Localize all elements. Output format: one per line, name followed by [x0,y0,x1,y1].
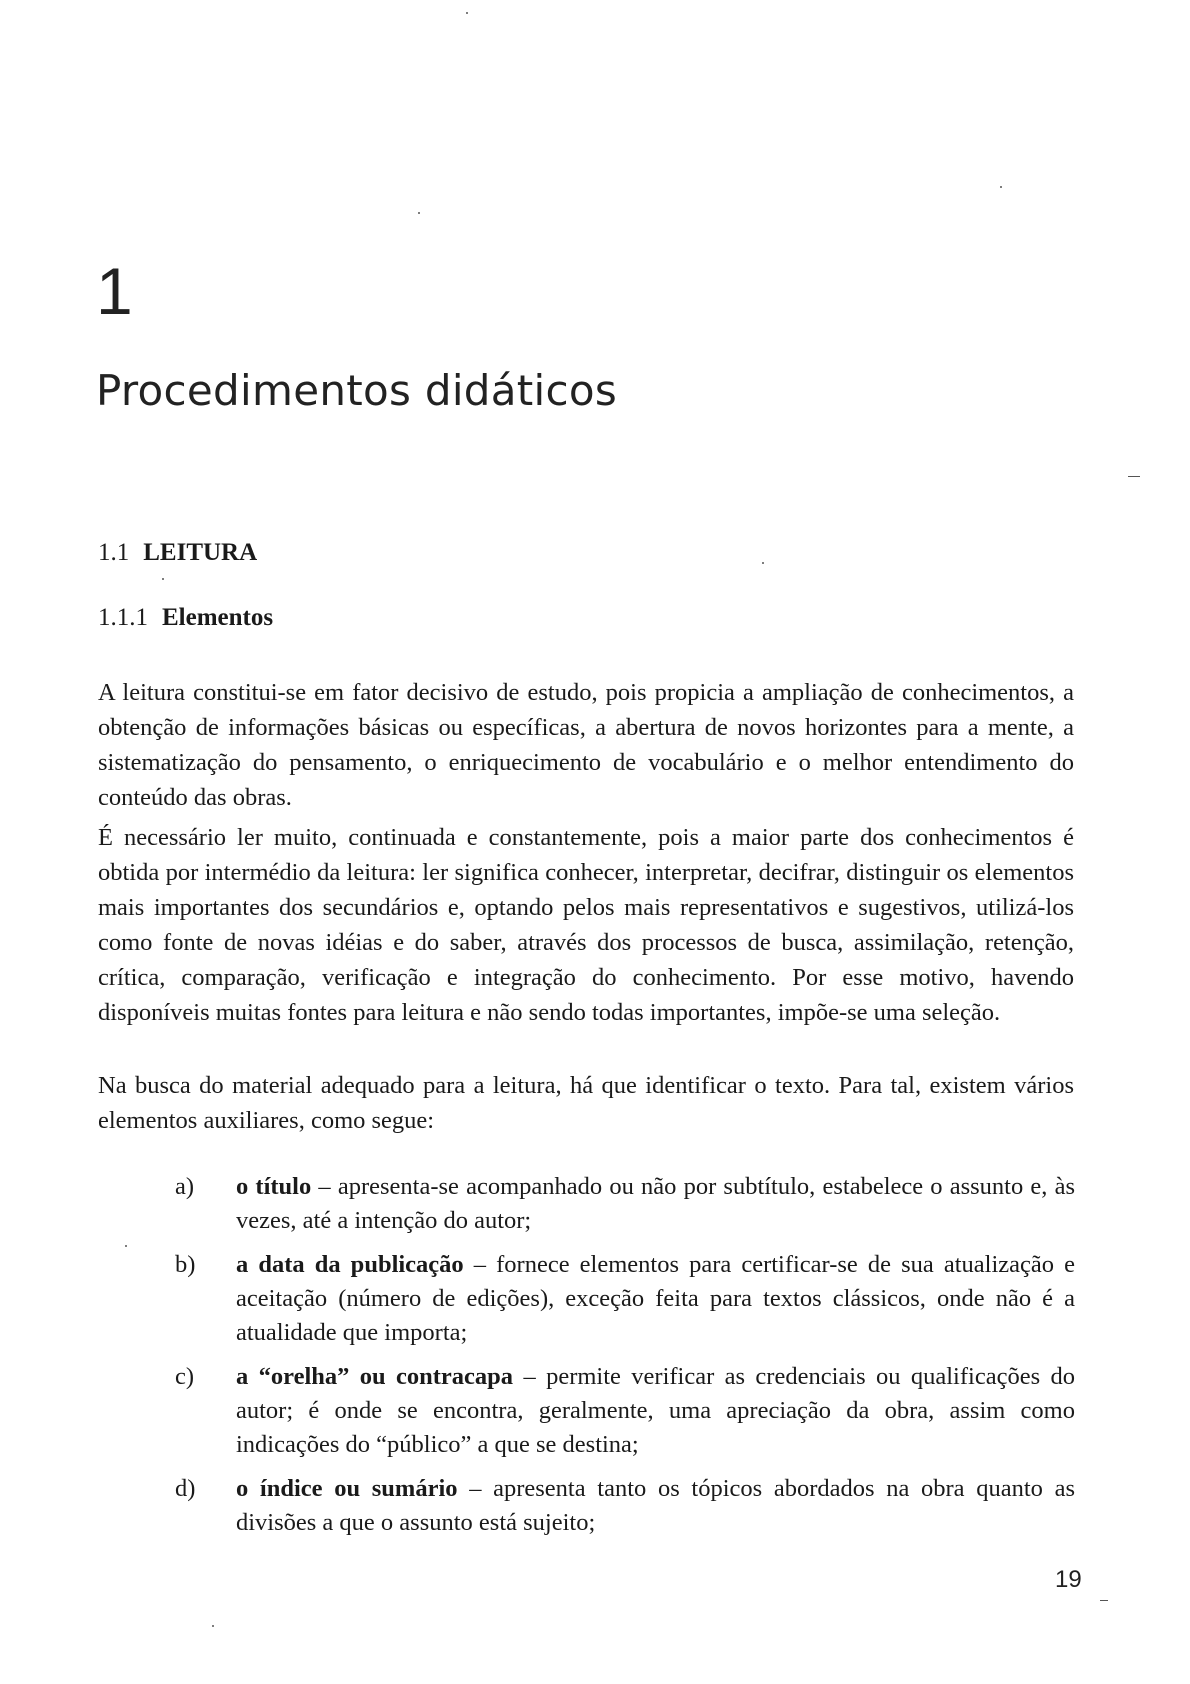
list-item [175,1248,1075,1350]
elements-list [175,1170,1075,1550]
paragraph-3: Na busca do material adequado para a leitura, há que identificar o texto. Para tal, existem vários elementos auxiliares, como segue: [98,1072,1074,1134]
list-item [175,1472,1075,1540]
list-text: – apresenta tanto os tópicos abordados na obra quanto as divisões a que o assunto está sujeito; [236,1475,1075,1536]
list-item [175,1170,1075,1238]
subsection-title: Elementos [162,604,274,631]
list-marker: a) [175,1173,195,1200]
list-term: a “orelha” ou contracapa [236,1363,514,1390]
section-heading [98,538,257,568]
list-term: o índice ou sumário [236,1475,458,1502]
page-number: 19 [1055,1566,1082,1593]
subsection-heading [98,603,273,633]
paragraph-1: A leitura constitui-se em fator decisivo de estudo, pois propicia a ampliação de conhecimentos, a obtenção de informações básicas ou específicas, a abertura de novos horizontes para a mente, a sistematização do pensamento, o enriquecimento de vocabulário e o melhor entendimento do conteúdo das obras. [98,679,1074,811]
paragraph-2: É necessário ler muito, continuada e constantemente, pois a maior parte dos conhecimentos é obtida por intermédio da leitura: ler significa conhecer, interpretar, decifrar, distinguir os elementos mais importantes dos secundários e, optando pelos mais representativos e sugestivos, utilizá-los como fonte de novas idéias e do saber, através dos processos de busca, assimilação, retenção, crítica, comparação, verificação e integração do conhecimento. Por esse motivo, havendo disponíveis muitas fontes para leitura e não sendo todas importantes, impõe-se uma seleção. [98,824,1074,1026]
list-marker: c) [175,1363,195,1390]
scan-speck [762,562,764,564]
chapter-title: Procedimentos didáticos [96,366,618,415]
section-title: LEITURA [143,539,258,566]
list-marker: d) [175,1475,196,1502]
scan-speck [1100,1600,1108,1601]
scan-speck [1000,186,1002,188]
list-text: – permite verificar as credenciais ou qualificações do autor; é onde se encontra, geralmente, uma apreciação da obra, assim como indicações do “público” a que se destina; [236,1363,1075,1458]
section-number: 1.1 [98,539,130,566]
list-item [175,1360,1075,1462]
scan-speck [162,578,164,580]
scan-speck [212,1625,214,1627]
list-term: a data da publicação [236,1251,464,1278]
scan-speck [125,1245,127,1247]
list-text: – apresenta-se acompanhado ou não por subtítulo, estabelece o assunto e, às vezes, até a intenção do autor; [236,1173,1076,1234]
scan-speck [1128,476,1140,477]
chapter-number: 1 [96,254,133,328]
list-text: – fornece elementos para certificar-se de sua atualização e aceitação (número de edições), exceção feita para textos clássicos, onde não é a atualidade que importa; [236,1251,1075,1346]
subsection-number: 1.1.1 [98,604,148,631]
list-marker: b) [175,1251,196,1278]
scan-speck [418,212,420,214]
list-term: o título [236,1173,312,1200]
scan-speck [466,12,468,14]
